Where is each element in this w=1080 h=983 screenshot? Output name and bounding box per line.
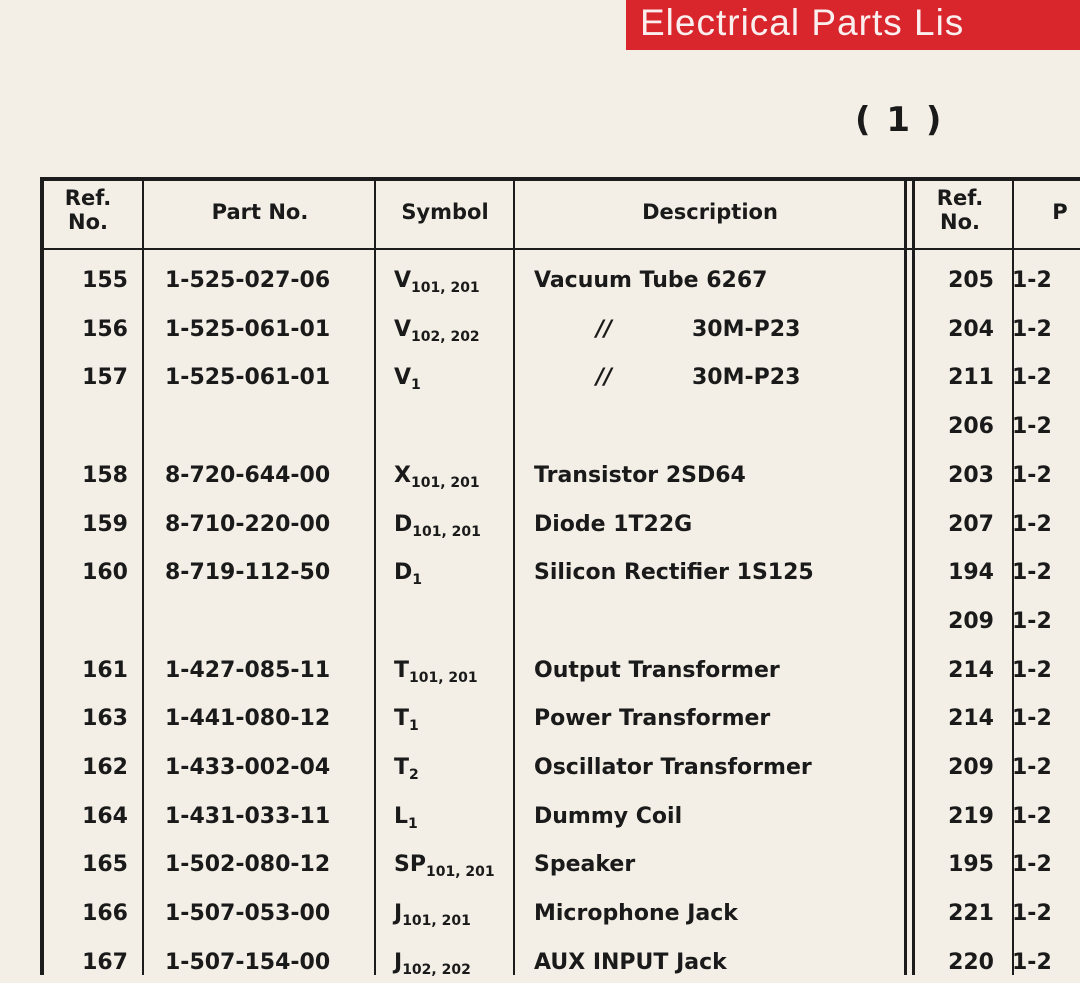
row-part-no: 1-525-027-06 (165, 268, 331, 293)
row-description: Oscillator Transformer (534, 755, 812, 780)
row-part-no-right: 1-2 (1012, 463, 1052, 488)
row-part-no-right: 1-2 (1012, 658, 1052, 683)
row-symbol-subscript: 102, 202 (402, 962, 471, 978)
row-part-no: 1-441-080-12 (165, 706, 331, 731)
header-symbol: Symbol (401, 200, 489, 224)
row-description: Output Transformer (534, 658, 780, 683)
row-description: Diode 1T22G (534, 512, 693, 537)
row-part-no-right: 1-2 (1012, 706, 1052, 731)
row-part-no: 1-433-002-04 (165, 755, 331, 780)
row-symbol-subscript: 1 (408, 816, 418, 832)
row-ref-no: 160 (82, 560, 128, 585)
row-ref-no-right: 221 (948, 901, 994, 926)
row-symbol: $X_{101, 201}$ (394, 463, 480, 491)
section-number: ( 1 ) (855, 100, 944, 140)
row-ref-no-right: 209 (948, 755, 994, 780)
row-description: Microphone Jack (534, 901, 738, 926)
row-description-value: 30M-P23 (692, 365, 801, 390)
row-part-no-right: 1-2 (1012, 268, 1052, 293)
row-ref-no-right: 220 (948, 950, 994, 975)
row-symbol-subscript: 1 (409, 718, 419, 734)
row-description: Transistor 2SD64 (534, 463, 746, 488)
row-ref-no: 166 (82, 901, 128, 926)
row-ref-no-right: 211 (948, 365, 994, 390)
row-symbol: $T_{101, 201}$ (394, 658, 478, 686)
row-description: Dummy Coil (534, 804, 683, 829)
row-part-no: 1-502-080-12 (165, 852, 331, 877)
header-ref-no-right: Ref. No. (936, 186, 984, 234)
row-part-no: 1-507-053-00 (165, 901, 331, 926)
row-ref-no-right: 207 (948, 512, 994, 537)
table-top-border (40, 177, 1080, 181)
row-symbol-subscript: 101, 201 (402, 913, 471, 929)
row-ref-no: 167 (82, 950, 128, 975)
row-ref-no-right: 194 (948, 560, 994, 585)
col-divider-ref (142, 177, 144, 975)
header-ref-no: Ref. No. (64, 186, 112, 234)
row-ref-no: 158 (82, 463, 128, 488)
table-header-divider (40, 248, 1080, 250)
row-symbol: $D_{101, 201}$ (394, 512, 481, 540)
row-description: Speaker (534, 852, 636, 877)
row-ref-no-right: 206 (948, 414, 994, 439)
row-ref-no: 163 (82, 706, 128, 731)
row-ref-no: 159 (82, 512, 128, 537)
col-divider-center-b (912, 177, 915, 975)
row-symbol-subscript: 101, 201 (410, 475, 480, 491)
row-ref-no-right: 214 (948, 658, 994, 683)
header-part-no-right: P (1052, 200, 1068, 224)
row-description (534, 365, 800, 391)
row-symbol-subscript: 101, 201 (411, 280, 480, 296)
row-part-no: 1-507-154-00 (165, 950, 331, 975)
row-description (534, 317, 800, 343)
table-left-border (40, 177, 44, 975)
row-part-no: 1-525-061-01 (165, 317, 331, 342)
row-description: AUX INPUT Jack (534, 950, 727, 975)
row-symbol: $V_{101, 201}$ (394, 268, 480, 296)
row-part-no: 1-431-033-11 (165, 804, 331, 829)
row-symbol: $T_2$ (394, 755, 419, 783)
row-ref-no: 165 (82, 852, 128, 877)
row-symbol-subscript: 2 (409, 767, 419, 783)
col-divider-symbol (513, 177, 515, 975)
row-description: Silicon Rectifier 1S125 (534, 560, 814, 585)
row-ref-no-right: 209 (948, 609, 994, 634)
row-part-no-right: 1-2 (1012, 317, 1052, 342)
row-symbol-subscript: 101, 201 (425, 864, 495, 880)
row-description-value: 30M-P23 (692, 317, 801, 342)
row-description: Vacuum Tube 6267 (534, 268, 768, 293)
row-part-no-right: 1-2 (1012, 512, 1052, 537)
row-symbol: $SP_{101, 201}$ (394, 852, 495, 880)
ditto-mark: // (595, 365, 613, 390)
row-part-no-right: 1-2 (1012, 365, 1052, 390)
row-part-no: 1-427-085-11 (165, 658, 331, 683)
row-part-no-right: 1-2 (1012, 901, 1052, 926)
row-symbol: $J_{101, 201}$ (394, 901, 471, 929)
row-part-no-right: 1-2 (1012, 804, 1052, 829)
row-ref-no-right: 214 (948, 706, 994, 731)
row-ref-no: 156 (82, 317, 128, 342)
row-part-no: 8-720-644-00 (165, 463, 331, 488)
row-part-no-right: 1-2 (1012, 950, 1052, 975)
row-part-no-right: 1-2 (1012, 609, 1052, 634)
row-part-no-right: 1-2 (1012, 560, 1052, 585)
row-ref-no: 155 (82, 268, 128, 293)
row-symbol: $J_{102, 202}$ (394, 950, 471, 978)
row-symbol-subscript: 1 (411, 377, 421, 393)
row-symbol-subscript: 1 (412, 572, 423, 588)
row-ref-no: 161 (82, 658, 128, 683)
page-banner: Electrical Parts Lis (626, 0, 1080, 50)
header-description: Description (642, 200, 778, 224)
row-part-no: 8-719-112-50 (165, 560, 331, 585)
row-symbol: $D_1$ (394, 560, 423, 588)
row-symbol: $V_{102, 202}$ (394, 317, 480, 345)
row-symbol-subscript: 101, 201 (412, 524, 481, 540)
row-ref-no: 164 (82, 804, 128, 829)
row-part-no-right: 1-2 (1012, 755, 1052, 780)
row-ref-no: 157 (82, 365, 128, 390)
row-symbol: $L_1$ (394, 804, 418, 832)
row-ref-no-right: 203 (948, 463, 994, 488)
row-part-no-right: 1-2 (1012, 414, 1052, 439)
row-symbol: $T_1$ (394, 706, 419, 734)
row-ref-no-right: 204 (948, 317, 994, 342)
header-part-no: Part No. (211, 200, 309, 224)
row-ref-no-right: 219 (948, 804, 994, 829)
ditto-mark: // (595, 317, 613, 342)
row-ref-no-right: 195 (948, 852, 994, 877)
col-divider-center-a (904, 177, 907, 975)
row-part-no: 8-710-220-00 (165, 512, 331, 537)
row-description: Power Transformer (534, 706, 771, 731)
row-symbol: $V_1$ (394, 365, 421, 393)
col-divider-part (374, 177, 376, 975)
row-ref-no: 162 (82, 755, 128, 780)
row-part-no: 1-525-061-01 (165, 365, 331, 390)
row-symbol-subscript: 102, 202 (411, 329, 480, 345)
row-part-no-right: 1-2 (1012, 852, 1052, 877)
row-ref-no-right: 205 (948, 268, 994, 293)
row-symbol-subscript: 101, 201 (409, 670, 478, 686)
